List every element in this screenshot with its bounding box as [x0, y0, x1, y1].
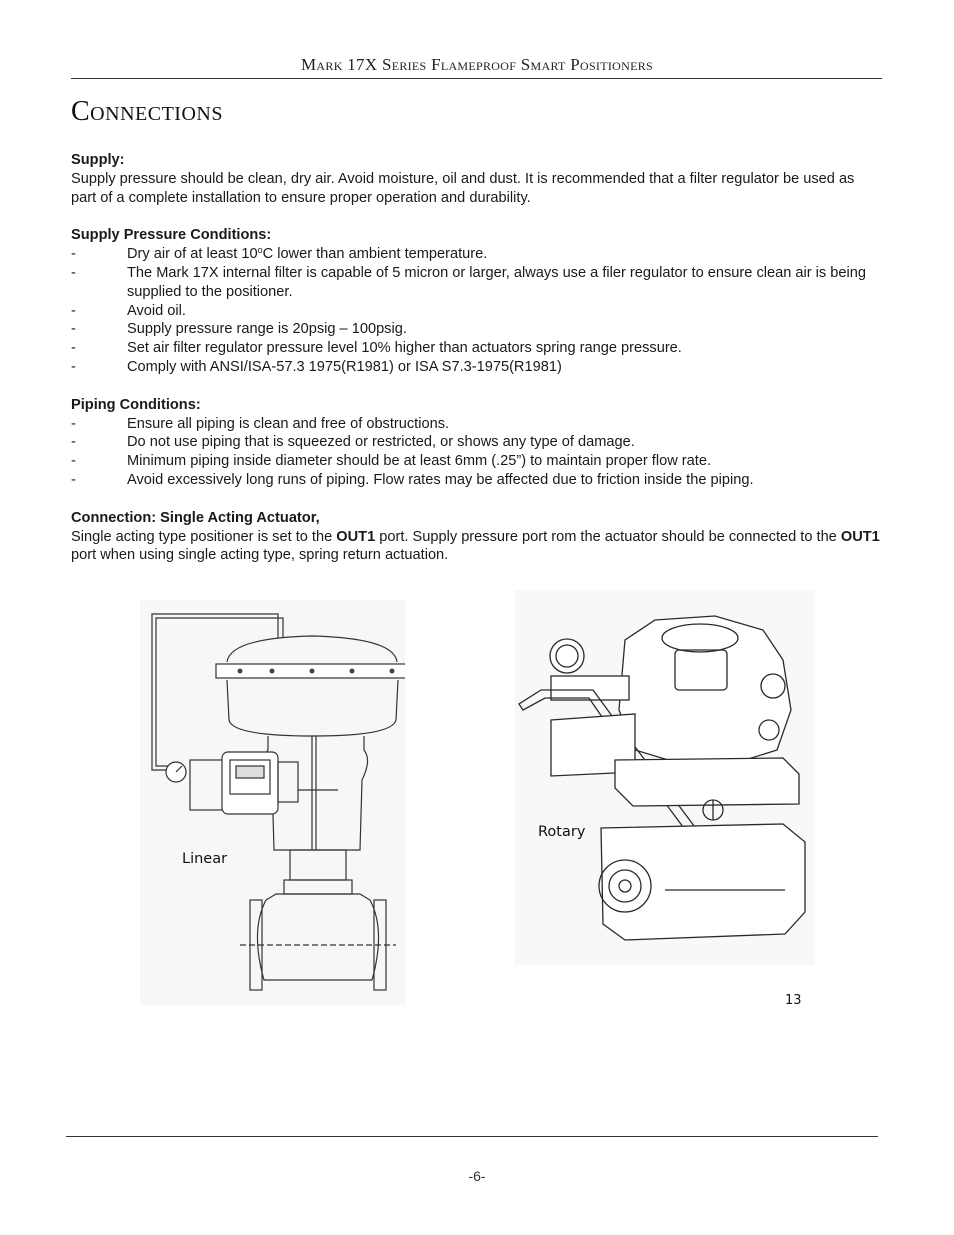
list-item: - Do not use piping that is squeezed or restricted, or shows any type of damage.	[71, 434, 635, 451]
connection-heading: Connection: Single Acting Actuator,	[71, 509, 320, 526]
list-item: - Avoid excessively long runs of piping. Flow rates may be affected due to friction inside the piping.	[71, 471, 754, 488]
list-item: - Dry air of at least 10$^o$C lower than ambient temperature.	[71, 245, 488, 263]
piping-heading: Piping Conditions:	[71, 396, 201, 413]
supply-heading: Supply:	[71, 152, 125, 168]
list-item: - Set air filter regulator pressure level 10% higher than actuators spring range pressure.	[71, 340, 682, 357]
footer-rule	[66, 1136, 878, 1137]
supply-body: Supply pressure should be clean, dry air. Avoid moisture, oil and dust. It is recommended that a filter regulator be used as part of a complete installation to ensure proper operation and durability.	[71, 170, 855, 206]
figure-number: 13	[785, 993, 802, 1008]
connection-body: Single acting type positioner is set to the OUT1 port. Supply pressure port rom the actuator should be connected to the OUT1 port when using single acting type, spring return actuation.	[71, 528, 880, 564]
piping-list	[71, 415, 883, 490]
rotary-label: Rotary	[538, 824, 586, 840]
running-header: Mark 17X Series Flameproof Smart Positioners	[301, 55, 653, 74]
supply-conditions-list	[71, 245, 883, 377]
list-item: - Ensure all piping is clean and free of obstructions.	[71, 415, 450, 432]
body-content	[71, 151, 883, 565]
linear-actuator-illustration	[140, 600, 405, 1005]
supply-conditions-heading: Supply Pressure Conditions:	[71, 227, 272, 244]
linear-label: Linear	[182, 851, 228, 867]
rotary-actuator-illustration	[515, 590, 815, 965]
header-rule	[71, 78, 882, 79]
list-item: - Avoid oil.	[71, 302, 186, 319]
list-item: - Supply pressure range is 20psig – 100psig.	[71, 321, 407, 338]
section-title: Connections	[71, 96, 223, 127]
list-item: - The Mark 17X internal filter is capable of 5 micron or larger, always use a filer regulator to ensure clean air is being supplied to the positioner.	[71, 264, 866, 300]
list-item: - Comply with ANSI/ISA-57.3 1975(R1981) or ISA S7.3-1975(R1981)	[71, 358, 562, 375]
page-number: -6-	[468, 1168, 486, 1184]
list-item: - Minimum piping inside diameter should be at least 6mm (.25”) to maintain proper flow rate.	[71, 453, 712, 470]
